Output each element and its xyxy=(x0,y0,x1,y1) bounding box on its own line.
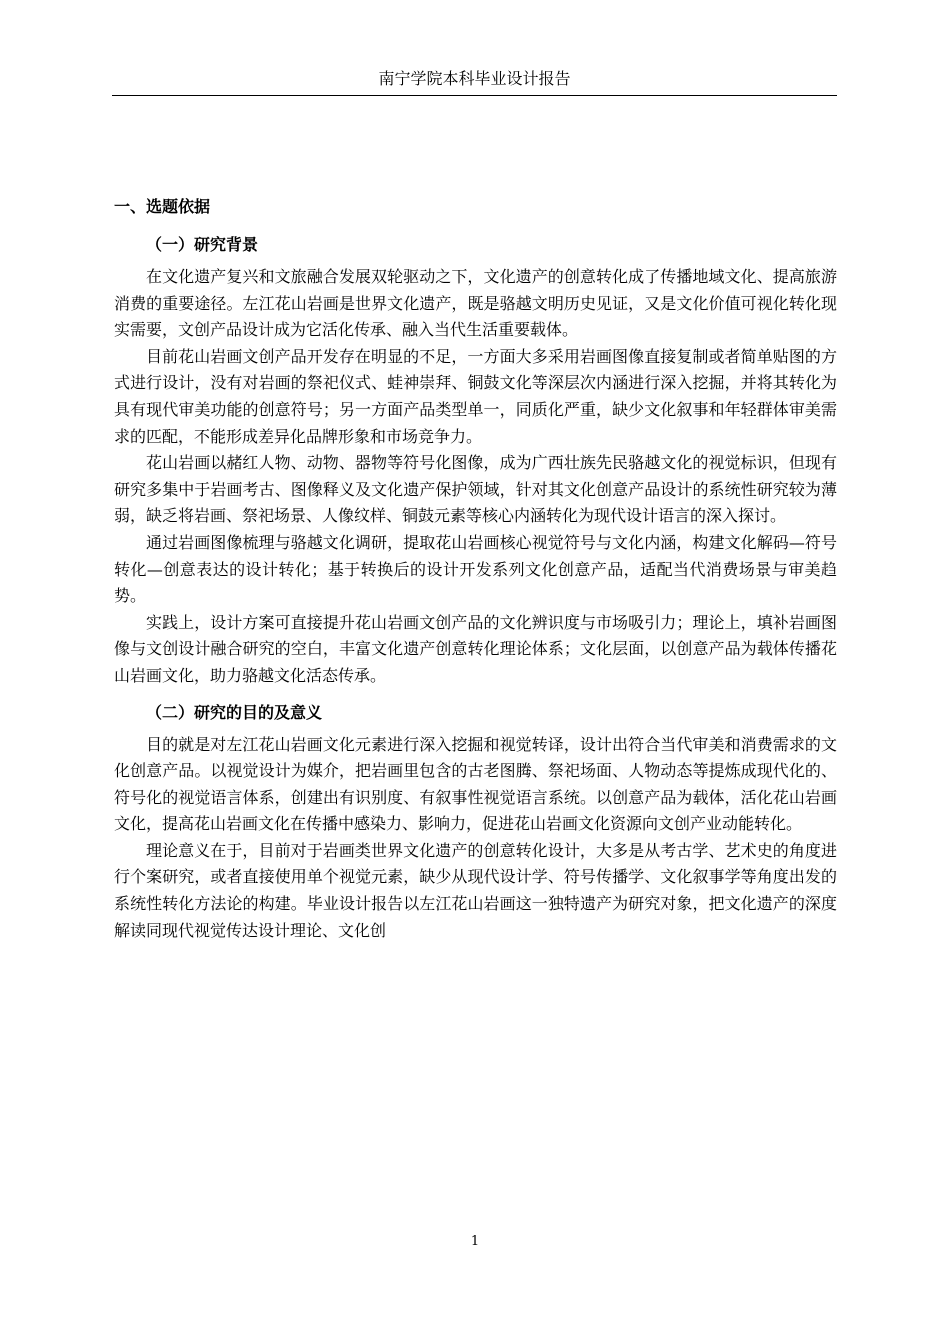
subsection-heading-purpose-significance: （二）研究的目的及意义 xyxy=(146,702,323,722)
paragraph: 通过岩画图像梳理与骆越文化调研，提取花山岩画核心视觉符号与文化内涵，构建文化解码—符号转化—创意表达的设计转化；基于转换后的设计开发系列文化创意产品，适配当代消费场景与审美趋势。 xyxy=(114,532,837,606)
paragraph: 目的就是对左江花山岩画文化元素进行深入挖掘和视觉转译，设计出符合当代审美和消费需求的文化创意产品。以视觉设计为媒介，把岩画里包含的古老图腾、祭祀场面、人物动态等提炼成现代化的、符号化的视觉语言体系，创建出有识别度、有叙事性视觉语言系统。以创意产品为载体，活化花山岩画文化，提高花山岩画文化在传播中感染力、影响力，促进花山岩画文化资源向文创产业动能转化。 xyxy=(114,734,837,834)
page-header xyxy=(112,66,837,96)
paragraph: 花山岩画以赭红人物、动物、器物等符号化图像，成为广西壮族先民骆越文化的视觉标识，但现有研究多集中于岩画考古、图像释义及文化遗产保护领域，针对其文化创意产品设计的系统性研究较为薄弱，缺乏将岩画、祭祀场景、人像纹样、铜鼓元素等核心内涵转化为现代设计语言的深入探讨。 xyxy=(114,453,837,526)
section-heading-1: 一、选题依据 xyxy=(114,197,211,216)
paragraph: 在文化遗产复兴和文旅融合发展双轮驱动之下，文化遗产的创意转化成了传播地域文化、提高旅游消费的重要途径。左江花山岩画是世界文化遗产，既是骆越文明历史见证，又是文化价值可视化转化现实需要，文创产品设计成为它活化传承、融入当代生活重要载体。 xyxy=(114,267,837,340)
page-number: 1 xyxy=(470,1234,480,1249)
subsection-heading-research-background: （一）研究背景 xyxy=(146,235,259,254)
paragraph: 目前花山岩画文创产品开发存在明显的不足，一方面大多采用岩画图像直接复制或者简单贴图的方式进行设计，没有对岩画的祭祀仪式、蛙神崇拜、铜鼓文化等深层次内涵进行深入挖掘，并将其转化为具有现代审美功能的创意符号；另一方面产品类型单一，同质化严重，缺少文化叙事和年轻群体审美需求的匹配，不能形成差异化品牌形象和市场竞争力。 xyxy=(114,346,837,446)
paragraph: 实践上，设计方案可直接提升花山岩画文创产品的文化辨识度与市场吸引力；理论上，填补岩画图像与文创设计融合研究的空白，丰富文化遗产创意转化理论体系；文化层面，以创意产品为载体传播花山岩画文化，助力骆越文化活态传承。 xyxy=(114,612,837,685)
document-body xyxy=(114,188,837,944)
paragraph: 理论意义在于，目前对于岩画类世界文化遗产的创意转化设计，大多是从考古学、艺术史的角度进行个案研究，或者直接使用单个视觉元素，缺少从现代设计学、符号传播学、文化叙事学等角度出发的系统性转化方法论的构建。毕业设计报告以左江花山岩画这一独特遗产为研究对象，把文化遗产的深度解读同现代视觉传达设计理论、文化创 xyxy=(114,840,837,940)
header-title: 南宁学院本科毕业设计报告 xyxy=(378,69,571,88)
